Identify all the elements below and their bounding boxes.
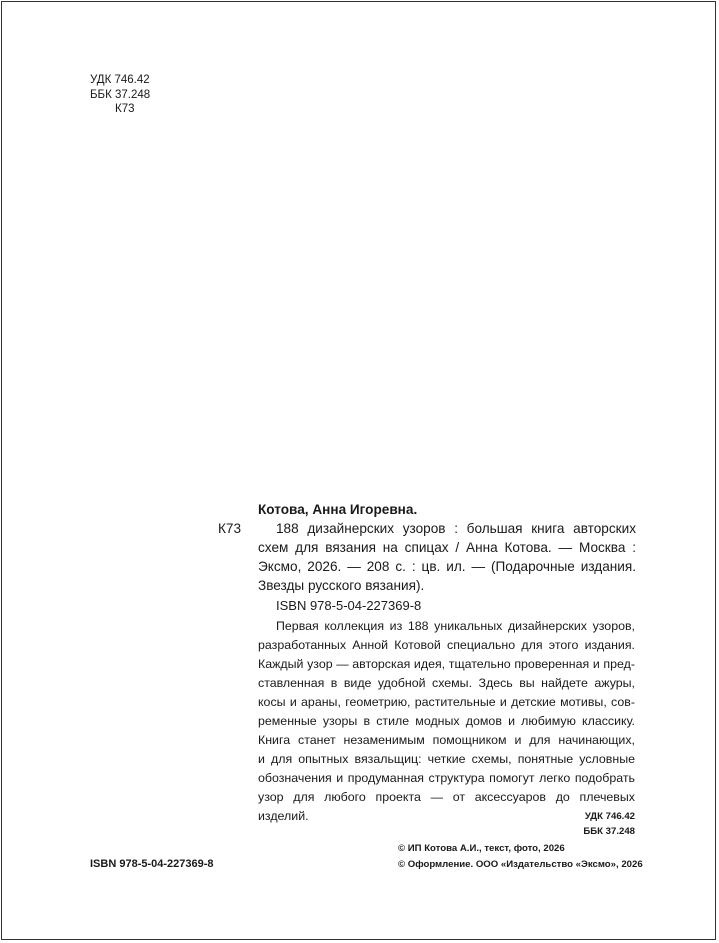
abstract bbox=[258, 617, 635, 826]
record-line-3: Эксмо, 2026. — 208 с. : цв. ил. — (Подарочные издания. bbox=[258, 559, 636, 574]
copyright-author: © ИП Котова А.И., текст, фото, 2026 bbox=[398, 843, 565, 854]
abstract-line: и для опытных вязальщиц: четкие схемы, понятные условные bbox=[258, 752, 635, 766]
record-line-2: схем для вязания на спицах / Анна Котова. — Москва : bbox=[258, 540, 636, 555]
abstract-line: косы и араны, геометрию, растительные и детские мотивы, сов- bbox=[258, 695, 635, 709]
bbk-bottom: ББК 37.248 bbox=[583, 826, 635, 837]
isbn-bottom: ISBN 978-5-04-227369-8 bbox=[90, 858, 214, 870]
author-mark: К73 bbox=[218, 521, 242, 536]
abstract-line: Каждый узор — авторская идея, тщательно проверенная и пред- bbox=[258, 657, 635, 671]
abstract-line: Книга станет незаменимым помощником и для начинающих, bbox=[258, 733, 635, 747]
abstract-line: узор для любого проекта — от аксессуаров до плечевых изделий. bbox=[258, 790, 635, 823]
record-line-1: 188 дизайнерских узоров : большая книга авторских bbox=[276, 521, 636, 536]
bbk-top: ББК 37.248 bbox=[90, 89, 151, 101]
copyright-publisher: © Оформление. ООО «Издательство «Эксмо», 2026 bbox=[398, 859, 643, 870]
abstract-line: Первая коллекция из 188 уникальных дизайнерских узоров, bbox=[276, 619, 635, 633]
record-isbn: ISBN 978-5-04-227369-8 bbox=[276, 598, 422, 613]
udk-top: УДК 746.42 bbox=[90, 74, 150, 86]
record-line-4: Звезды русского вязания). bbox=[258, 578, 425, 593]
abstract-line: разработанных Анной Котовой специально для этого издания. bbox=[258, 638, 635, 652]
author-mark-top: К73 bbox=[115, 103, 135, 115]
author-heading: Котова, Анна Игоревна. bbox=[258, 502, 418, 517]
abstract-line: ставленная в виде удобной схемы. Здесь вы найдете ажуры, bbox=[258, 676, 635, 690]
udk-bottom: УДК 746.42 bbox=[584, 811, 635, 822]
abstract-line: обозначения и продуманная структура помогут легко подобрать bbox=[258, 771, 635, 785]
abstract-line: ременные узоры в стиле модных домов и любимую классику. bbox=[258, 714, 635, 728]
